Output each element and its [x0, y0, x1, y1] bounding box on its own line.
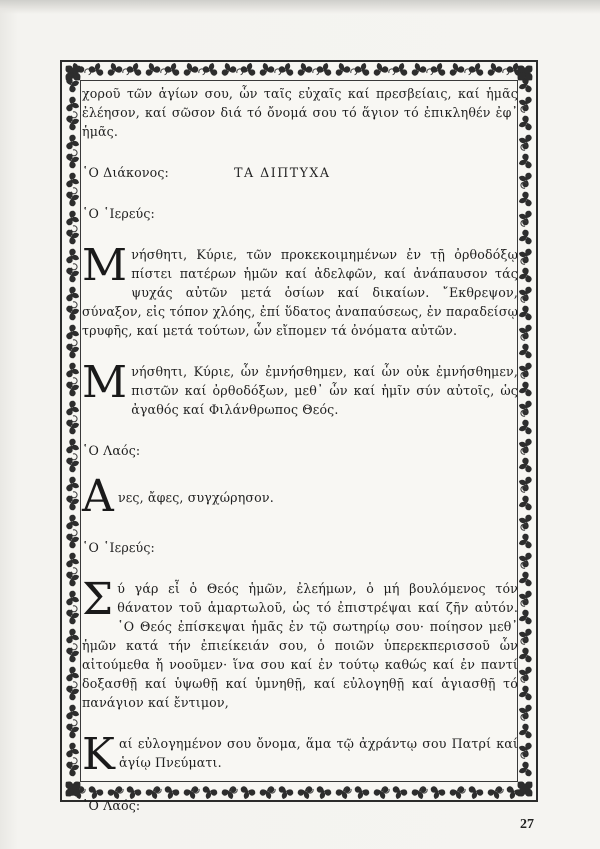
vine-leaf [430, 62, 448, 77]
vine-leaf [295, 62, 313, 77]
vine-leaf [516, 533, 532, 551]
vine-leaf [65, 455, 81, 473]
vine-leaf [392, 62, 410, 77]
vine-leaf [516, 381, 532, 399]
vine-leaf [354, 62, 372, 77]
vine-leaf [65, 683, 81, 701]
vine-leaf [516, 588, 532, 606]
vine-leaf [516, 723, 532, 741]
deacon-label: ῾Ο Διάκονος: [82, 165, 169, 180]
scan-shadow [0, 0, 600, 14]
vine-tendril [71, 378, 77, 384]
vine-leaf [164, 62, 182, 77]
vine-leaf [126, 62, 144, 77]
paragraph-body: ύ γάρ εἶ ὁ Θεός ἡμῶν, ἐλεήμων, ὁ μή βουλόμενος τόν θάνατον τοῦ ἁμαρτωλοῦ, ὡς τό ἐπιστρέψαι καί ζῆν αὐτόν. ῾Ο Θεός ἐπίσκεψαι ἡμᾶς ἐν τῷ σωτηρίῳ σου· ποίησον μεθ᾽ ἡμῶν κατά τήν ἐπιείκειάν σου, ὁ ποιῶν ὑπερεκπερισσοῦ ὧν αἰτούμεθα ἤ νοοῦμεν· ἵνα σου καί ἐν τούτῳ καθώς καί ἐν παντί δοξασθῇ καί ὑψωθῇ καί ὑμνηθῇ, καί εὐλογηθῇ καί ἁγιασθῇ τό πανάγιον καί ἔντιμον, [82, 581, 518, 710]
vine-leaf [516, 191, 532, 209]
vine-tendril [71, 720, 77, 726]
drop-cap: Μ [82, 357, 128, 408]
vine-leaf [181, 62, 199, 77]
vine-leaf [468, 62, 486, 77]
vine-leaf [516, 305, 532, 323]
vine-leaf [240, 62, 258, 77]
vine-leaf [516, 246, 532, 264]
paragraph-remember-departed [82, 240, 518, 340]
vine-leaf [516, 664, 532, 682]
people-label-1: ῾Ο Λαός: [82, 443, 141, 458]
vine-leaf [202, 62, 220, 77]
vine-leaf [516, 284, 532, 302]
vine-leaf [516, 208, 532, 226]
vine-leaf [516, 398, 532, 416]
vine-leaf [65, 531, 81, 549]
vine-tendril [71, 682, 77, 688]
vine-leaf [516, 419, 532, 437]
paragraph-body: νες, ἄφες, συγχώρησον. [117, 490, 274, 505]
paragraph-intercessions: χοροῦ τῶν ἁγίων σου, ὧν ταῖς εὐχαῖς καί πρεσβείαις, καί ἡμᾶς ἐλέησον, καί σῶσον διά τό ὄνομά σου τό ἅγιον τό ἐπικληθέν ἐφ᾽ ἡμᾶς. [82, 86, 518, 139]
vine-leaf [516, 267, 532, 285]
paragraph-body: αί εὐλογημένον σου ὄνομα, ἅμα τῷ ἀχράντῳ σου Πατρί καί ἁγίῳ Πνεύματι. [119, 736, 518, 770]
vine-leaf [516, 115, 532, 133]
vine-leaf [516, 436, 532, 454]
vine-leaf [516, 740, 532, 758]
vine-tendril [71, 340, 77, 346]
vine-leaf [371, 62, 389, 77]
paragraph-body: νήσθητι, Κύριε, τῶν προκεκοιμημένων ἐν τῇ ὀρθοδόξῳ πίστει πατέρων ἡμῶν καί ἀδελφῶν, καί ἀνάπαυσον τάς ψυχάς αὐτῶν μετά ὁσίων καί δικαίων. ῎Εκθρεψον, σύναξον, εἰς τόπον χλόης, ἐπί ὕδατος ἀναπαύσεως, ἐν παραδείσῳ τρυφῆς, καί μετά τούτων, ὧν εἴπομεν τά ὀνόματα αὐτῶν. [82, 247, 518, 338]
vine-tendril [71, 568, 77, 574]
vine-tendril [71, 416, 77, 422]
vine-leaf [65, 569, 81, 587]
vine-leaf [409, 62, 427, 77]
vine-leaf [516, 343, 532, 361]
vine-leaf [143, 62, 161, 77]
vine-leaf [516, 702, 532, 720]
vine-leaf [516, 153, 532, 171]
paragraph-blessed-name [82, 729, 518, 780]
vine-leaf [257, 62, 275, 77]
vine-leaf [516, 495, 532, 513]
vine-leaf [65, 645, 81, 663]
deacon-line [82, 163, 518, 182]
vine-leaf [516, 229, 532, 247]
vine-leaf [65, 113, 81, 131]
vine-leaf [65, 417, 81, 435]
vine-leaf [516, 571, 532, 589]
vine-leaf [516, 132, 532, 150]
vine-leaf [516, 609, 532, 627]
paragraph-remember-faithful [82, 357, 518, 419]
vine-leaf [65, 341, 81, 359]
vine-leaf [516, 761, 532, 779]
vine-tendril [71, 112, 77, 118]
drop-cap: Κ [82, 729, 116, 780]
vine-leaf [316, 62, 334, 77]
vine-tendril [71, 758, 77, 764]
vine-leaf [65, 493, 81, 511]
priest-label-1: ῾Ο ῾Ιερεύς: [82, 206, 155, 221]
vine-tendril [71, 226, 77, 232]
vine-leaf [65, 265, 81, 283]
liturgical-text [82, 84, 518, 815]
vine-leaf [219, 62, 237, 77]
vine-tendril [71, 264, 77, 270]
vine-leaf [485, 62, 503, 77]
vine-tendril [71, 644, 77, 650]
vine-leaf [516, 94, 532, 112]
page-number: 27 [520, 817, 534, 832]
vine-leaf [516, 170, 532, 188]
paragraph-forgive [82, 471, 518, 522]
vine-tendril [71, 530, 77, 536]
priest-label-2: ῾Ο ῾Ιερεύς: [82, 540, 155, 555]
vine-tendril [71, 606, 77, 612]
vine-leaf [65, 721, 81, 739]
vine-leaf [65, 189, 81, 207]
paragraph-body: νήσθητι, Κύριε, ὧν ἐμνήσθημεν, καί ὧν οὐκ ἐμνήσθημεν, πιστῶν καί ὀρθοδόξων, μεθ᾽ ὧν καί ἡμῖν σύν αὐτοῖς, ὡς ἀγαθός καί Φιλάνθρωπος Θεός. [131, 364, 518, 417]
vine-tendril [71, 454, 77, 460]
vine-tendril [71, 188, 77, 194]
vine-tendril [71, 150, 77, 156]
diptych-title: ΤΑ ΔΙΠΤΥΧΑ [234, 165, 331, 180]
vine-leaf [65, 759, 81, 777]
people-label-2: ῾Ο Λαός: [82, 798, 141, 813]
vine-leaf [65, 379, 81, 397]
vine-leaf [65, 303, 81, 321]
vine-leaf [88, 62, 106, 77]
vine-leaf [278, 62, 296, 77]
vine-leaf [65, 607, 81, 625]
vine-tendril [71, 302, 77, 308]
drop-cap: Α [82, 471, 114, 522]
vine-leaf [105, 62, 123, 77]
vine-leaf [516, 550, 532, 568]
vine-leaf [516, 512, 532, 530]
vine-leaf [516, 626, 532, 644]
drop-cap: Σ [82, 574, 114, 625]
vine-tendril [71, 492, 77, 498]
vine-leaf [516, 474, 532, 492]
vine-leaf [516, 647, 532, 665]
vine-leaf [516, 360, 532, 378]
vine-leaf [65, 151, 81, 169]
paragraph-merciful-god [82, 574, 518, 712]
vine-leaf [333, 62, 351, 77]
drop-cap: Μ [82, 240, 128, 291]
vine-leaf [516, 457, 532, 475]
vine-leaf [516, 685, 532, 703]
vine-leaf [516, 322, 532, 340]
vine-leaf [65, 227, 81, 245]
vine-leaf [447, 62, 465, 77]
